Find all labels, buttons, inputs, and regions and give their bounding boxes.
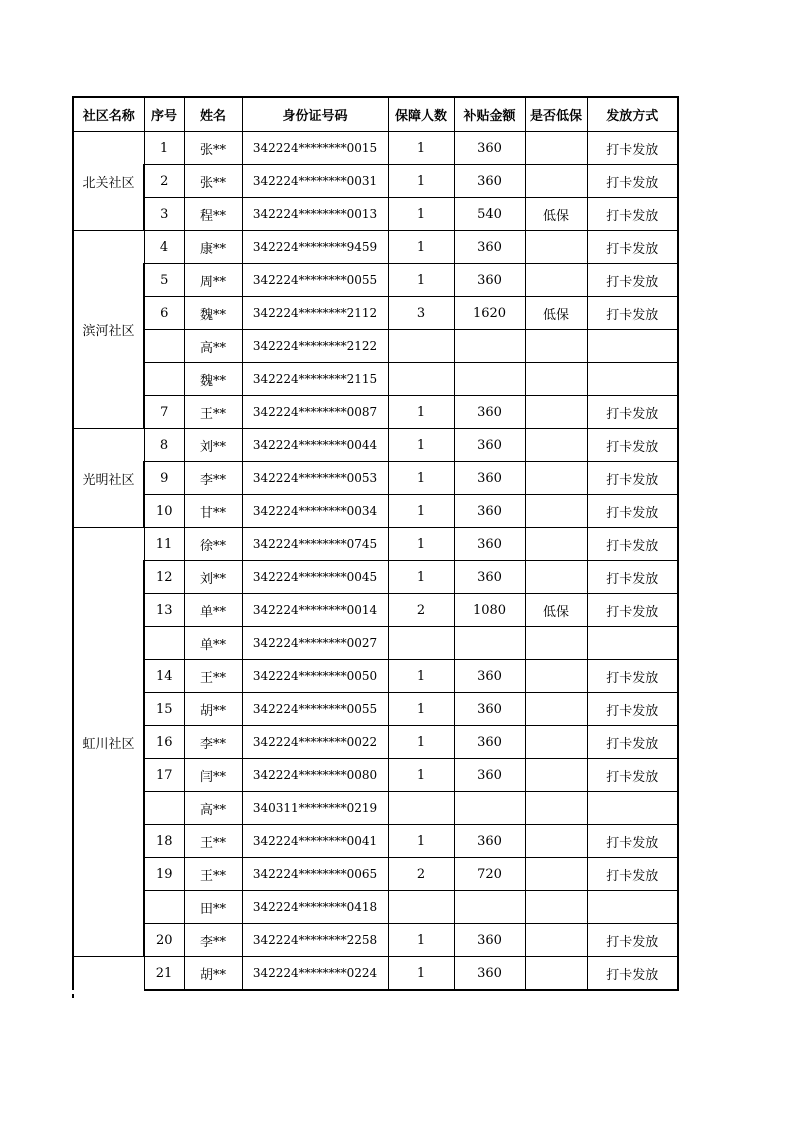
- cell-method: [587, 627, 678, 660]
- cell-dibao: [525, 429, 587, 462]
- cell-people: [388, 792, 454, 825]
- cell-dibao: [525, 924, 587, 957]
- cell-seq: 17: [144, 759, 184, 792]
- table-body: [73, 132, 678, 991]
- cell-community: 光明社区: [73, 429, 144, 528]
- table-row: [73, 132, 678, 165]
- cell-seq: [144, 330, 184, 363]
- table-row: [73, 297, 678, 330]
- cell-method: 打卡发放: [587, 825, 678, 858]
- cell-id-number: 342224********0418: [242, 891, 388, 924]
- cell-name: 单**: [184, 627, 242, 660]
- cell-name: 王**: [184, 660, 242, 693]
- cell-people: 1: [388, 528, 454, 561]
- cell-id-number: 342224********0034: [242, 495, 388, 528]
- cell-dibao: [525, 792, 587, 825]
- cell-method: [587, 792, 678, 825]
- cell-id-number: 342224********0087: [242, 396, 388, 429]
- cell-method: 打卡发放: [587, 528, 678, 561]
- cell-dibao: [525, 528, 587, 561]
- cell-people: 1: [388, 693, 454, 726]
- cell-dibao: [525, 825, 587, 858]
- cell-name: 徐**: [184, 528, 242, 561]
- cell-id-number: 342224********0027: [242, 627, 388, 660]
- header-community: 社区名称: [73, 97, 144, 132]
- cell-seq: 10: [144, 495, 184, 528]
- cell-method: 打卡发放: [587, 495, 678, 528]
- cell-amount: 1620: [454, 297, 525, 330]
- cell-amount: 360: [454, 429, 525, 462]
- cell-method: 打卡发放: [587, 561, 678, 594]
- cell-amount: 360: [454, 924, 525, 957]
- cell-id-number: 342224********0045: [242, 561, 388, 594]
- cell-id-number: 342224********0050: [242, 660, 388, 693]
- table-row: [73, 627, 678, 660]
- cell-amount: 360: [454, 660, 525, 693]
- table-row: [73, 198, 678, 231]
- cell-id-number: 342224********0053: [242, 462, 388, 495]
- cell-id-number: 342224********0014: [242, 594, 388, 627]
- cell-dibao: [525, 726, 587, 759]
- table-row: [73, 660, 678, 693]
- cell-name: 李**: [184, 462, 242, 495]
- cell-dibao: [525, 396, 587, 429]
- cell-name: 胡**: [184, 957, 242, 991]
- cell-dibao: [525, 891, 587, 924]
- cell-name: 田**: [184, 891, 242, 924]
- cell-id-number: 342224********0041: [242, 825, 388, 858]
- cell-people: 1: [388, 924, 454, 957]
- cell-dibao: [525, 264, 587, 297]
- cell-seq: 7: [144, 396, 184, 429]
- cell-amount: 360: [454, 528, 525, 561]
- cell-amount: 360: [454, 825, 525, 858]
- cell-name: 甘**: [184, 495, 242, 528]
- cell-people: 1: [388, 726, 454, 759]
- cell-seq: [144, 627, 184, 660]
- table-row: [73, 528, 678, 561]
- table-row: [73, 726, 678, 759]
- cell-amount: [454, 363, 525, 396]
- cell-amount: 540: [454, 198, 525, 231]
- cell-people: 1: [388, 132, 454, 165]
- cell-people: 1: [388, 825, 454, 858]
- cell-seq: 9: [144, 462, 184, 495]
- cell-amount: [454, 330, 525, 363]
- table-row: [73, 330, 678, 363]
- cell-amount: 360: [454, 132, 525, 165]
- cell-id-number: 342224********0055: [242, 264, 388, 297]
- cell-people: 1: [388, 462, 454, 495]
- cell-seq: 6: [144, 297, 184, 330]
- cell-people: 1: [388, 957, 454, 991]
- cell-method: 打卡发放: [587, 957, 678, 991]
- cell-amount: 360: [454, 495, 525, 528]
- cell-amount: 360: [454, 726, 525, 759]
- cell-seq: 4: [144, 231, 184, 264]
- table-row: [73, 924, 678, 957]
- cell-method: 打卡发放: [587, 660, 678, 693]
- cell-seq: 12: [144, 561, 184, 594]
- cell-dibao: [525, 627, 587, 660]
- table-row: [73, 759, 678, 792]
- cell-dibao: [525, 165, 587, 198]
- cell-people: 1: [388, 396, 454, 429]
- table-row: [73, 561, 678, 594]
- cell-people: 1: [388, 429, 454, 462]
- cell-community: 虹川社区: [73, 528, 144, 957]
- cell-name: 魏**: [184, 297, 242, 330]
- cell-id-number: 342224********9459: [242, 231, 388, 264]
- cell-seq: 14: [144, 660, 184, 693]
- table-row: [73, 891, 678, 924]
- table-row: [73, 396, 678, 429]
- cell-name: 魏**: [184, 363, 242, 396]
- cell-id-number: 342224********0055: [242, 693, 388, 726]
- cell-id-number: 342224********0013: [242, 198, 388, 231]
- cell-method: 打卡发放: [587, 198, 678, 231]
- cell-name: 高**: [184, 792, 242, 825]
- cell-name: 张**: [184, 165, 242, 198]
- cell-method: 打卡发放: [587, 297, 678, 330]
- cell-method: 打卡发放: [587, 165, 678, 198]
- cell-people: 1: [388, 660, 454, 693]
- cell-method: 打卡发放: [587, 231, 678, 264]
- cell-name: 单**: [184, 594, 242, 627]
- cell-dibao: [525, 462, 587, 495]
- cell-seq: 21: [144, 957, 184, 991]
- header-amount: 补贴金额: [454, 97, 525, 132]
- cell-seq: 20: [144, 924, 184, 957]
- cell-seq: 1: [144, 132, 184, 165]
- cell-name: 王**: [184, 396, 242, 429]
- cell-seq: 16: [144, 726, 184, 759]
- cell-people: 1: [388, 561, 454, 594]
- cell-seq: 2: [144, 165, 184, 198]
- header-row: [73, 97, 678, 132]
- cell-name: 刘**: [184, 561, 242, 594]
- cell-name: 胡**: [184, 693, 242, 726]
- table-row: [73, 594, 678, 627]
- cell-amount: 360: [454, 264, 525, 297]
- table-row: [73, 264, 678, 297]
- cell-name: 张**: [184, 132, 242, 165]
- cell-dibao: [525, 858, 587, 891]
- cell-people: 1: [388, 231, 454, 264]
- header-method: 发放方式: [587, 97, 678, 132]
- cell-name: 李**: [184, 924, 242, 957]
- cell-method: [587, 330, 678, 363]
- cell-amount: 1080: [454, 594, 525, 627]
- cell-name: 王**: [184, 858, 242, 891]
- header-id-number: 身份证号码: [242, 97, 388, 132]
- cell-amount: [454, 891, 525, 924]
- cell-method: 打卡发放: [587, 693, 678, 726]
- cell-dibao: 低保: [525, 594, 587, 627]
- cell-dibao: [525, 561, 587, 594]
- table-row: [73, 792, 678, 825]
- cell-dibao: [525, 957, 587, 991]
- cell-amount: 360: [454, 231, 525, 264]
- cell-amount: 360: [454, 561, 525, 594]
- cell-id-number: 342224********0224: [242, 957, 388, 991]
- cell-seq: [144, 891, 184, 924]
- subsidy-table: [72, 96, 679, 991]
- cell-seq: 5: [144, 264, 184, 297]
- cell-id-number: 340311********0219: [242, 792, 388, 825]
- table-row: [73, 693, 678, 726]
- cell-community: 滨河社区: [73, 231, 144, 429]
- cell-method: 打卡发放: [587, 396, 678, 429]
- cell-method: [587, 891, 678, 924]
- table-row: [73, 165, 678, 198]
- cell-seq: [144, 363, 184, 396]
- cell-name: 程**: [184, 198, 242, 231]
- cell-name: 周**: [184, 264, 242, 297]
- cell-dibao: [525, 495, 587, 528]
- header-dibao: 是否低保: [525, 97, 587, 132]
- cell-method: 打卡发放: [587, 132, 678, 165]
- cell-id-number: 342224********0065: [242, 858, 388, 891]
- cell-people: [388, 891, 454, 924]
- cell-people: 2: [388, 858, 454, 891]
- cell-people: [388, 627, 454, 660]
- cell-people: [388, 330, 454, 363]
- cell-amount: 360: [454, 693, 525, 726]
- cell-people: 1: [388, 759, 454, 792]
- table-row: [73, 825, 678, 858]
- cell-id-number: 342224********0031: [242, 165, 388, 198]
- table-row: [73, 231, 678, 264]
- cell-name: 刘**: [184, 429, 242, 462]
- cell-dibao: [525, 759, 587, 792]
- table-row: [73, 363, 678, 396]
- cell-seq: 8: [144, 429, 184, 462]
- cell-people: 1: [388, 495, 454, 528]
- cell-seq: [144, 792, 184, 825]
- cell-name: 王**: [184, 825, 242, 858]
- cell-method: 打卡发放: [587, 759, 678, 792]
- cell-id-number: 342224********0745: [242, 528, 388, 561]
- table-row: [73, 462, 678, 495]
- cell-amount: 360: [454, 462, 525, 495]
- cell-people: 3: [388, 297, 454, 330]
- cell-amount: 360: [454, 396, 525, 429]
- cell-method: 打卡发放: [587, 726, 678, 759]
- header-name: 姓名: [184, 97, 242, 132]
- cell-name: 闫**: [184, 759, 242, 792]
- cell-method: 打卡发放: [587, 858, 678, 891]
- cell-dibao: 低保: [525, 198, 587, 231]
- cell-people: [388, 363, 454, 396]
- cell-id-number: 342224********0044: [242, 429, 388, 462]
- cell-id-number: 342224********0022: [242, 726, 388, 759]
- cell-dibao: 低保: [525, 297, 587, 330]
- table-row: [73, 495, 678, 528]
- cell-amount: 360: [454, 957, 525, 991]
- cell-dibao: [525, 693, 587, 726]
- cell-dibao: [525, 363, 587, 396]
- cell-id-number: 342224********2112: [242, 297, 388, 330]
- cell-method: 打卡发放: [587, 924, 678, 957]
- header-people: 保障人数: [388, 97, 454, 132]
- table-continuation-line: [72, 994, 74, 998]
- cell-id-number: 342224********2115: [242, 363, 388, 396]
- cell-seq: 19: [144, 858, 184, 891]
- cell-method: 打卡发放: [587, 594, 678, 627]
- cell-method: 打卡发放: [587, 462, 678, 495]
- table-row: [73, 429, 678, 462]
- header-seq: 序号: [144, 97, 184, 132]
- cell-id-number: 342224********0015: [242, 132, 388, 165]
- cell-seq: 15: [144, 693, 184, 726]
- cell-method: 打卡发放: [587, 264, 678, 297]
- cell-amount: [454, 627, 525, 660]
- cell-amount: [454, 792, 525, 825]
- cell-name: 康**: [184, 231, 242, 264]
- cell-people: 1: [388, 264, 454, 297]
- table-row: [73, 858, 678, 891]
- cell-seq: 13: [144, 594, 184, 627]
- cell-seq: 11: [144, 528, 184, 561]
- cell-community: [73, 957, 144, 991]
- cell-seq: 18: [144, 825, 184, 858]
- cell-method: [587, 363, 678, 396]
- cell-people: 1: [388, 198, 454, 231]
- cell-amount: 360: [454, 759, 525, 792]
- cell-name: 李**: [184, 726, 242, 759]
- cell-dibao: [525, 132, 587, 165]
- cell-seq: 3: [144, 198, 184, 231]
- table-row: [73, 957, 678, 991]
- cell-id-number: 342224********2258: [242, 924, 388, 957]
- cell-amount: 360: [454, 165, 525, 198]
- cell-method: 打卡发放: [587, 429, 678, 462]
- cell-dibao: [525, 660, 587, 693]
- cell-people: 1: [388, 165, 454, 198]
- cell-dibao: [525, 231, 587, 264]
- cell-name: 高**: [184, 330, 242, 363]
- cell-community: 北关社区: [73, 132, 144, 231]
- cell-id-number: 342224********0080: [242, 759, 388, 792]
- cell-amount: 720: [454, 858, 525, 891]
- cell-id-number: 342224********2122: [242, 330, 388, 363]
- cell-people: 2: [388, 594, 454, 627]
- cell-dibao: [525, 330, 587, 363]
